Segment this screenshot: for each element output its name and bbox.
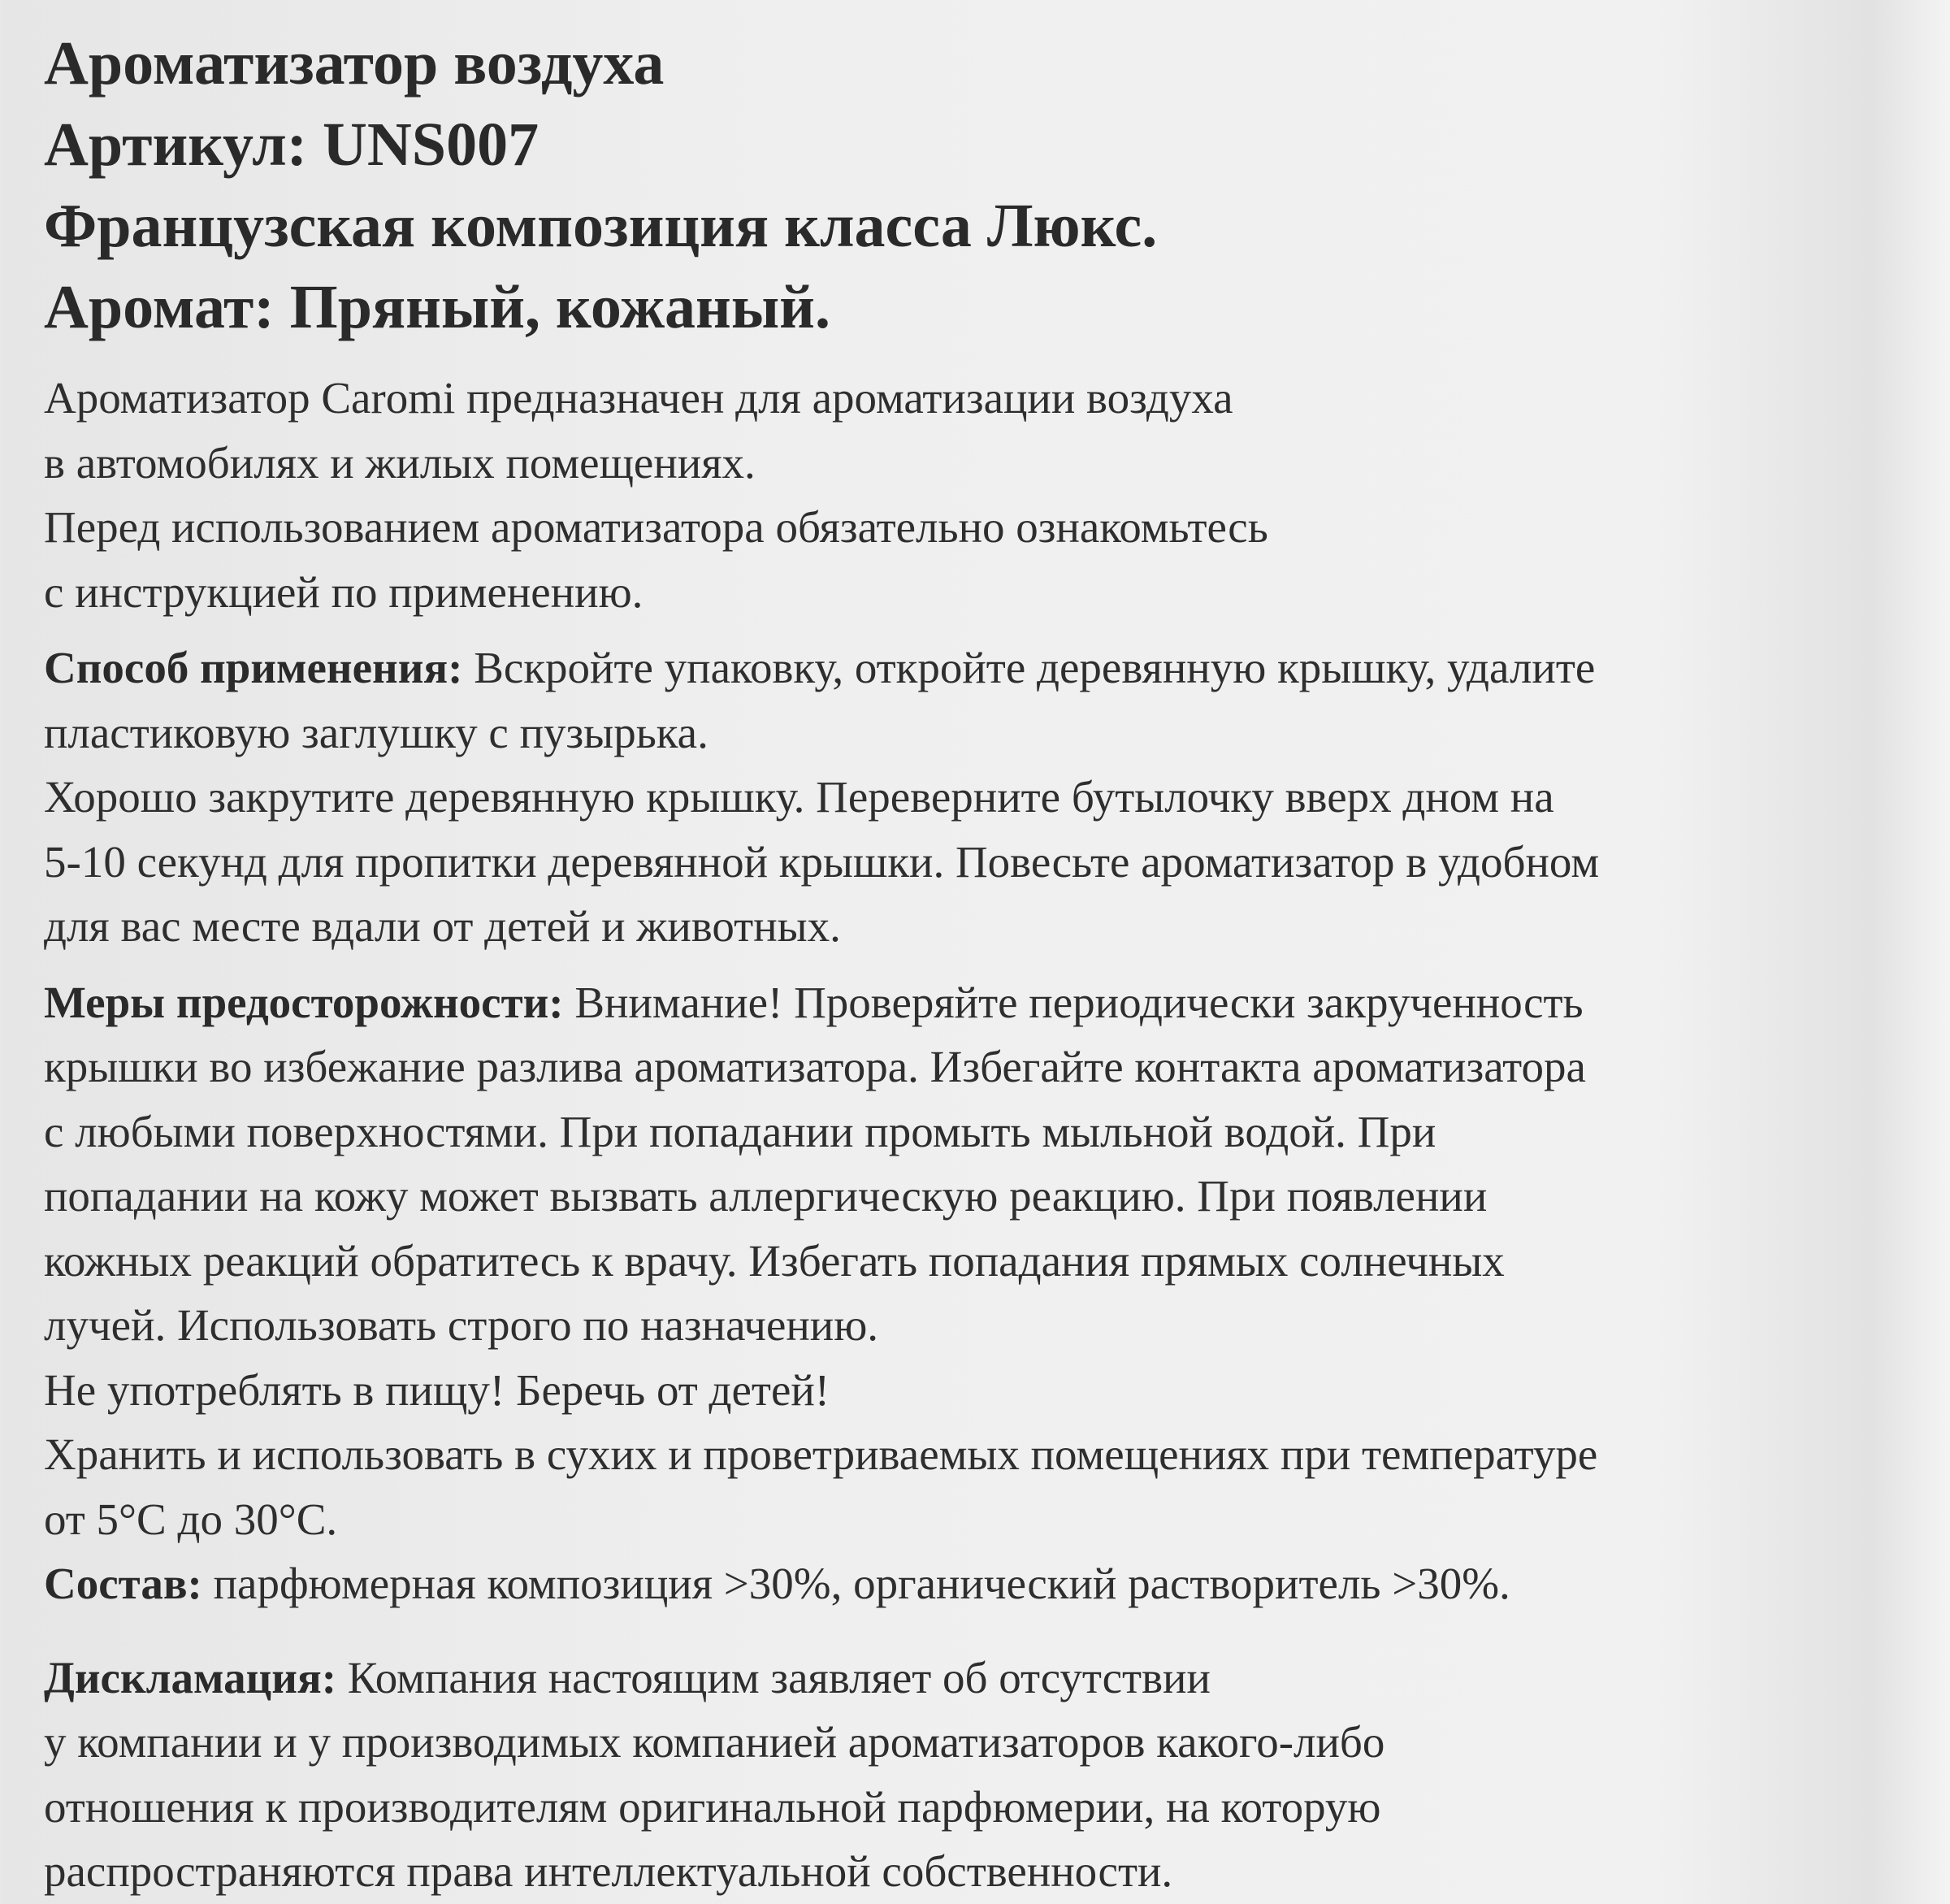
- usage-section: [44, 635, 1950, 959]
- disclaimer-text: Компания настоящим заявляет об отсутствии: [336, 1652, 1211, 1702]
- precautions-line: попадании на кожу может вызвать аллергическую реакцию. При появлении: [44, 1171, 1488, 1221]
- intro-line: Ароматизатор Caromi предназначен для ароматизации воздуха: [44, 373, 1233, 423]
- usage-line: Хорошо закрутите деревянную крышку. Переверните бутылочку вверх дном на: [44, 772, 1554, 822]
- usage-line: для вас месте вдали от детей и животных.: [44, 901, 841, 951]
- precautions-text: Внимание! Проверяйте периодически закрученность: [563, 977, 1584, 1027]
- precautions-line: кожных реакций обратитесь к врачу. Избегать попадания прямых солнечных: [44, 1235, 1505, 1286]
- composition-text: парфюмерная композиция >30%, органический растворитель >30%.: [202, 1559, 1510, 1608]
- precautions-line: лучей. Использовать строго по назначению.: [44, 1300, 879, 1350]
- disclaimer-line: распространяются права интеллектуальной собственности.: [44, 1846, 1173, 1896]
- precautions-line: с любыми поверхностями. При попадании промыть мыльной водой. При: [44, 1106, 1436, 1156]
- composition-section: [44, 1551, 1950, 1616]
- usage-label: Способ применения:: [44, 643, 463, 692]
- usage-line: 5-10 секунд для пропитки деревянной крышки. Повесьте ароматизатор в удобном: [44, 836, 1600, 887]
- precautions-line: крышки во избежание разлива ароматизатора. Избегайте контакта ароматизатора: [44, 1042, 1586, 1091]
- precautions-line: от 5°С до 30°С.: [44, 1494, 338, 1544]
- product-label-document: [44, 23, 1950, 1904]
- precautions-label: Меры предосторожности:: [44, 977, 564, 1027]
- composition-label: Состав:: [44, 1559, 202, 1608]
- disclaimer-section: [44, 1646, 1950, 1904]
- intro-paragraph: [44, 366, 1950, 624]
- disclaimer-line: у компании и у производимых компанией ароматизаторов какого-либо: [44, 1717, 1385, 1767]
- composition-class: Французская композиция класса Люкс.: [44, 192, 1158, 260]
- aroma: Аромат: Пряный, кожаный.: [44, 273, 830, 341]
- precautions-line: Не употреблять в пищу! Беречь от детей!: [44, 1364, 830, 1415]
- disclaimer-label: Дисклaмация:: [44, 1652, 337, 1702]
- precautions-section: [44, 970, 1950, 1552]
- disclaimer-line: отношения к производителям оригинальной парфюмерии, на которую: [44, 1781, 1381, 1832]
- product-name: Ароматизатор воздуха: [44, 29, 665, 98]
- intro-line: в автомобилях и жилых помещениях.: [44, 437, 756, 488]
- usage-text: Вскройте упаковку, откройте деревянную крышку, удалите: [462, 643, 1596, 692]
- precautions-line: Хранить и использовать в сухих и проветриваемых помещениях при температуре: [44, 1429, 1598, 1479]
- article-number: Артикул: UNS007: [44, 111, 540, 179]
- header-block: [44, 23, 1950, 348]
- intro-line: с инструкцией по применению.: [44, 566, 644, 617]
- usage-line: пластиковую заглушку с пузырька.: [44, 707, 708, 757]
- intro-line: Перед использованием ароматизатора обязательно ознакомьтесь: [44, 502, 1268, 552]
